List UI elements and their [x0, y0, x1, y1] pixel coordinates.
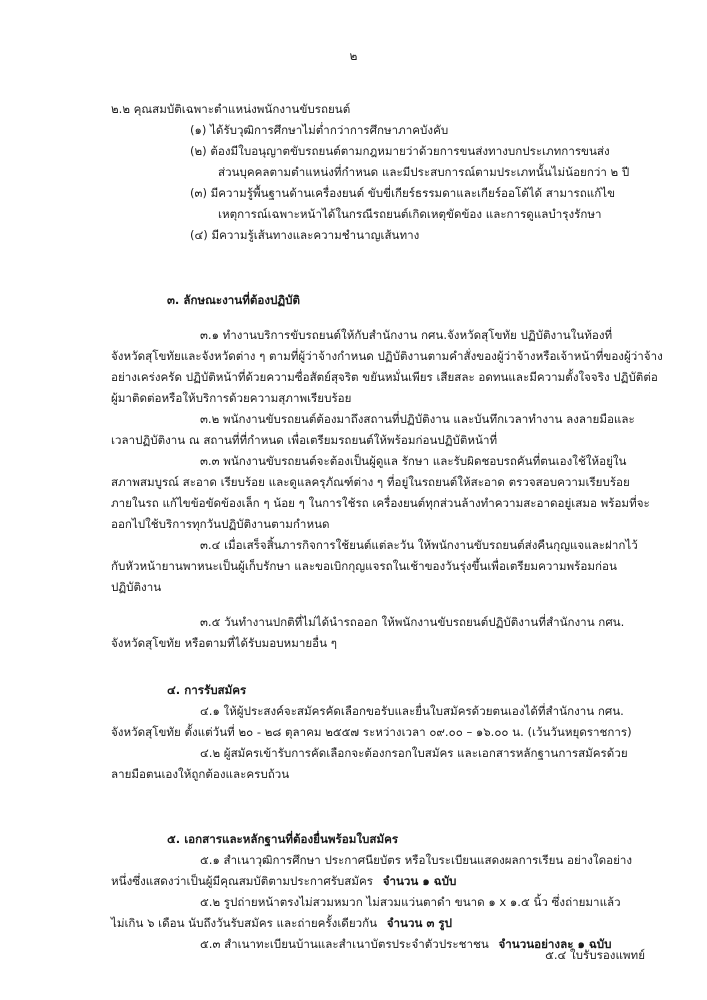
document-5-2-quantity: จำนวน ๓ รูป: [386, 916, 452, 930]
qualification-item-3: (๓) มีความรู้พื้นฐานด้านเครื่องยนต์ ขับขี่เกียร์ธรรมดาและเกียร์ออโต้ได้ สามารถแก้ไข: [190, 186, 616, 200]
document-5-2-line-1: ๕.๒ รูปถ่ายหน้าตรงไม่สวมหมวก ไม่สวมแว่นตาดำ ขนาด ๑ x ๑.๕ นิ้ว ซึ่งถ่ายมาแล้ว: [200, 895, 621, 909]
duty-3-1-line-2: จังหวัดสุโขทัยและจังหวัดต่าง ๆ ตามที่ผู้ว่าจ้างกำหนด ปฏิบัติงานตามคำสั่งของผู้ว่าจ้างหรือเจ้าหน้าที่ของผู้ว่าจ้าง: [111, 349, 663, 363]
duty-3-4-line-3: ปฏิบัติงาน: [111, 580, 162, 594]
duty-3-3-line-1: ๓.๓ พนักงานขับรถยนต์จะต้องเป็นผู้ดูแล รักษา และรับผิดชอบรถคันที่ตนเองใช้ให้อยู่ใน: [200, 454, 627, 468]
section-5-heading: ๕. เอกสารและหลักฐานที่ต้องยื่นพร้อมใบสมัคร: [167, 832, 399, 846]
document-body: [0, 99, 707, 955]
page-number: ๒: [349, 49, 358, 63]
document-5-2-text: ไม่เกิน ๖ เดือน นับถึงวันรับสมัคร และถ่ายครั้งเดียวกัน: [111, 916, 378, 930]
document-5-1-line-2: [0, 871, 707, 892]
document-5-1-quantity: จำนวน ๑ ฉบับ: [382, 874, 457, 888]
qualification-item-3-cont: เหตุการณ์เฉพาะหน้าได้ในกรณีรถยนต์เกิดเหตุขัดข้อง และการดูแลบำรุงรักษา: [218, 207, 602, 221]
duty-3-1-line-1: ๓.๑ ทำงานบริการขับรถยนต์ให้กับสำนักงาน กศน.จังหวัดสุโขทัย ปฏิบัติงานในท้องที่: [200, 328, 613, 342]
duty-3-5-line-2: จังหวัดสุโขทัย หรือตามที่ได้รับมอบหมายอื่น ๆ: [111, 636, 337, 650]
qualification-item-2-cont: ส่วนบุคคลตามตำแหน่งที่กำหนด และมีประสบการณ์ตามประเภทนั้นไม่น้อยกว่า ๒ ปี: [218, 165, 630, 179]
duty-3-1-line-3: อย่างเคร่งครัด ปฏิบัติหน้าที่ด้วยความซื่อสัตย์สุจริต ขยันหมั่นเพียร เสียสละ อดทนและมีความตั้งใจจริง ปฏิบัติต่อ: [111, 370, 658, 384]
continuation-text: ๕.๔ ใบรับรองแพทย์: [545, 948, 645, 962]
duty-3-4-line-2: กับหัวหน้ายานพาหนะเป็นผู้เก็บรักษา และขอเบิกกุญแจรถในเช้าของวันรุ่งขึ้นเพื่อเตรียมความพร้อมก่อน: [111, 559, 617, 573]
document-5-1-line-1: ๕.๑ สำเนาวุฒิการศึกษา ประกาศนียบัตร หรือใบระเบียนแสดงผลการเรียน อย่างใดอย่าง: [200, 853, 633, 867]
application-4-1-line-1: ๔.๑ ให้ผู้ประสงค์จะสมัครคัดเลือกขอรับและยื่นใบสมัครด้วยตนเองได้ที่สำนักงาน กศน.: [200, 704, 624, 718]
section-4-heading: ๔. การรับสมัคร: [167, 683, 247, 697]
duty-3-2-line-2: เวลาปฏิบัติงาน ณ สถานที่ที่กำหนด เพื่อเตรียมรถยนต์ให้พร้อมก่อนปฏิบัติหน้าที่: [111, 433, 498, 447]
document-5-2-line-2: [0, 913, 707, 934]
duty-3-2-line-1: ๓.๒ พนักงานขับรถยนต์ต้องมาถึงสถานที่ปฏิบัติงาน และบันทึกเวลาทำงาน ลงลายมือและ: [200, 412, 635, 426]
duty-3-3-line-4: ออกไปใช้บริการทุกวันปฏิบัติงานตามกำหนด: [111, 517, 330, 531]
duty-3-4-line-1: ๓.๔ เมื่อเสร็จสิ้นภารกิจการใช้ยนต์แต่ละวัน ให้พนักงานขับรถยนต์ส่งคืนกุญแจและฝากไว้: [200, 538, 638, 552]
qualification-item-1: (๑) ได้รับวุฒิการศึกษาไม่ต่ำกว่าการศึกษาภาคบังคับ: [190, 123, 449, 137]
document-5-1-text: หนึ่งซึ่งแสดงว่าเป็นผู้มีคุณสมบัติตามประกาศรับสมัคร: [111, 874, 373, 888]
duty-3-5-line-1: ๓.๕ วันทำงานปกติที่ไม่ได้นำรถออก ให้พนักงานขับรถยนต์ปฏิบัติงานที่สำนักงาน กศน.: [200, 615, 625, 629]
document-5-3-quantity: จำนวนอย่างละ ๑ ฉบับ: [498, 937, 612, 951]
duty-3-3-line-3: ภายในรถ แก้ไขข้อขัดข้องเล็ก ๆ น้อย ๆ ในการใช้รถ เครื่องยนต์ทุกส่วนล้างทำความสะอาดอยู่เสมอ พร้อมที่จะ: [111, 496, 650, 510]
application-4-2-line-1: ๔.๒ ผู้สมัครเข้ารับการคัดเลือกจะต้องกรอกใบสมัคร และเอกสารหลักฐานการสมัครด้วย: [200, 746, 628, 760]
qualification-item-4: (๔) มีความรู้เส้นทางและความชำนาญเส้นทาง: [190, 228, 420, 242]
duty-3-1-line-4: ผู้มาติดต่อหรือให้บริการด้วยความสุภาพเรียบร้อย: [111, 391, 352, 405]
section-3-heading: ๓. ลักษณะงานที่ต้องปฏิบัติ: [167, 293, 301, 307]
application-4-2-line-2: ลายมือตนเองให้ถูกต้องและครบถ้วน: [111, 767, 290, 781]
document-5-3-text: ๕.๓ สำเนาทะเบียนบ้านและสำเนาบัตรประจำตัวประชาชน: [200, 937, 489, 951]
section-2-2-heading: ๒.๒ คุณสมบัติเฉพาะตำแหน่งพนักงานขับรถยนต์: [111, 102, 351, 116]
duty-3-3-line-2: สภาพสมบูรณ์ สะอาด เรียบร้อย และดูแลครุภัณฑ์ต่าง ๆ ที่อยู่ในรถยนต์ให้สะอาด ตรวจสอบความเรียบร้อย: [111, 475, 630, 489]
qualification-item-2: (๒) ต้องมีใบอนุญาตขับรถยนต์ตามกฎหมายว่าด้วยการขนส่งทางบกประเภทการขนส่ง: [190, 144, 610, 158]
application-4-1-line-2: จังหวัดสุโขทัย ตั้งแต่วันที่ ๒๐ - ๒๘ ตุลาคม ๒๕๕๗ ระหว่างเวลา ๐๙.๐๐ – ๑๖.๐๐ น. (เว้นวันหยุดราชการ): [111, 725, 632, 739]
